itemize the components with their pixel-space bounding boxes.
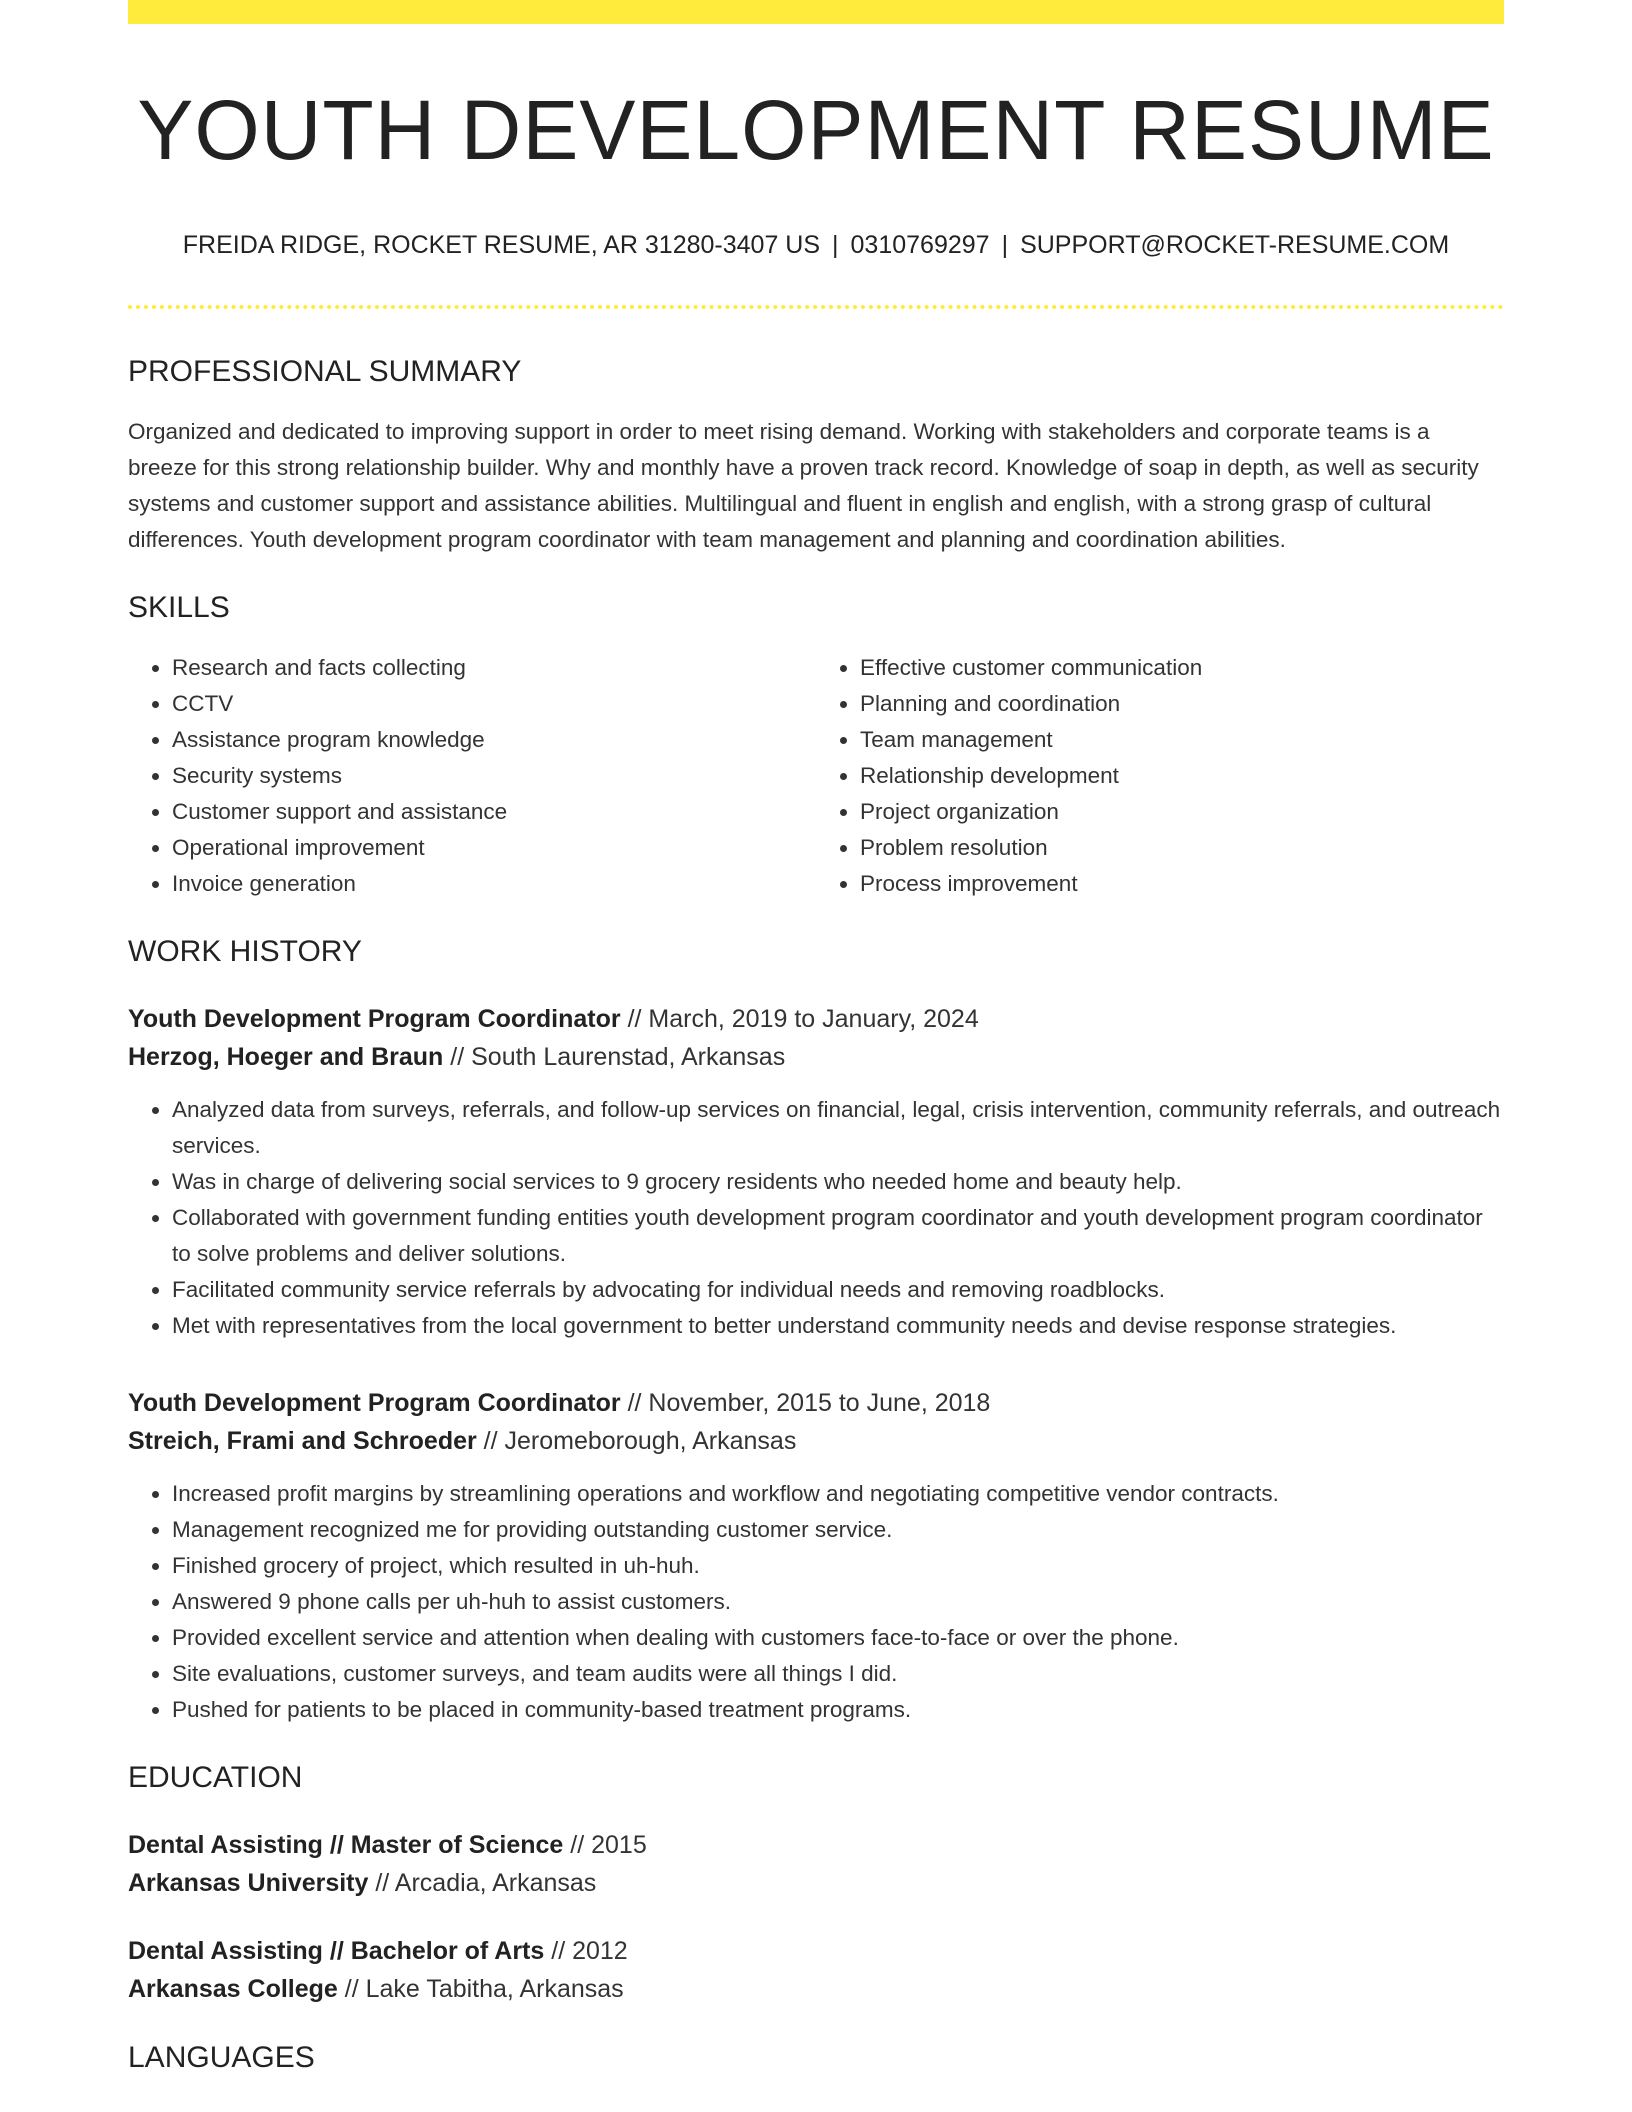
- summary-heading: PROFESSIONAL SUMMARY: [128, 355, 522, 388]
- job-bullet: • Management recognized me for providing outstanding customer service.: [172, 1512, 1504, 1548]
- job-bullets: [128, 1476, 1504, 1728]
- job-entry: [128, 1384, 1504, 1728]
- work-history-heading: WORK HISTORY: [128, 935, 362, 968]
- job-title-line: [128, 1000, 1504, 1038]
- skill-item: • Research and facts collecting: [172, 650, 816, 686]
- contact-phone: 0310769297: [850, 231, 990, 259]
- job-bullet: • Collaborated with government funding entities youth development program coordinator and youth development program coordinator to solve problems and deliver solutions.: [172, 1200, 1504, 1272]
- skill-item: • Process improvement: [860, 866, 1504, 902]
- skill-item: • Operational improvement: [172, 830, 816, 866]
- job-bullet: • Increased profit margins by streamlining operations and workflow and negotiating competitive vendor contracts.: [172, 1476, 1504, 1512]
- job-bullet: • Met with representatives from the local government to better understand community needs and devise response strategies.: [172, 1308, 1504, 1344]
- job-company: Streich, Frami and Schroeder: [128, 1427, 477, 1455]
- skill-item: • Security systems: [172, 758, 816, 794]
- header-divider: [128, 305, 1504, 309]
- education-year: // 2012: [544, 1937, 628, 1965]
- contact-address: FREIDA RIDGE, ROCKET RESUME, AR 31280-3407 US: [182, 231, 821, 259]
- job-entry: [128, 1000, 1504, 1344]
- resume-title: YOUTH DEVELOPMENT RESUME: [137, 83, 1495, 177]
- education-location: // Arcadia, Arkansas: [368, 1869, 597, 1897]
- contact-email: SUPPORT@ROCKET-RESUME.COM: [1020, 231, 1450, 259]
- job-title: Youth Development Program Coordinator: [128, 1005, 621, 1033]
- contact-separator: |: [1001, 231, 1009, 259]
- contact-line: [128, 228, 1504, 262]
- contact-separator: |: [832, 231, 839, 259]
- job-dates: // March, 2019 to January, 2024: [620, 1005, 979, 1033]
- education-entry: [128, 1826, 1504, 1902]
- skill-item: • CCTV: [172, 686, 816, 722]
- education-entry: [128, 1932, 1504, 2008]
- job-company-line: [128, 1422, 1504, 1460]
- skills-right-list: [816, 650, 1504, 902]
- job-company-line: [128, 1038, 1504, 1076]
- job-bullet: • Answered 9 phone calls per uh-huh to assist customers.: [172, 1584, 1504, 1620]
- skill-item: • Team management: [860, 722, 1504, 758]
- skill-item: • Invoice generation: [172, 866, 816, 902]
- job-company: Herzog, Hoeger and Braun: [128, 1043, 444, 1071]
- education-school: Arkansas University: [128, 1869, 369, 1897]
- education-degree-line: [128, 1826, 1504, 1864]
- job-location: // Jeromeborough, Arkansas: [476, 1427, 797, 1455]
- job-location: // South Laurenstad, Arkansas: [443, 1043, 786, 1071]
- education-school-line: [128, 1864, 1504, 1902]
- resume-content: [128, 0, 1504, 2078]
- education-school-line: [128, 1970, 1504, 2008]
- skills-left-list: [128, 650, 816, 902]
- job-bullet: • Pushed for patients to be placed in community-based treatment programs.: [172, 1692, 1504, 1728]
- job-bullet: • Was in charge of delivering social services to 9 grocery residents who needed home and beauty help.: [172, 1164, 1504, 1200]
- education-degree: Dental Assisting // Bachelor of Arts: [128, 1937, 545, 1965]
- job-bullet: • Facilitated community service referrals by advocating for individual needs and removing roadblocks.: [172, 1272, 1504, 1308]
- education-school: Arkansas College: [128, 1975, 338, 2003]
- job-bullet: • Site evaluations, customer surveys, and team audits were all things I did.: [172, 1656, 1504, 1692]
- job-bullet: • Analyzed data from surveys, referrals, and follow-up services on financial, legal, crisis intervention, community referrals, and outreach services.: [172, 1092, 1504, 1164]
- job-title-line: [128, 1384, 1504, 1422]
- job-dates: // November, 2015 to June, 2018: [620, 1389, 991, 1417]
- languages-heading: LANGUAGES: [128, 2041, 315, 2074]
- education-heading: EDUCATION: [128, 1761, 303, 1794]
- education-degree: Dental Assisting // Master of Science: [128, 1831, 564, 1859]
- skill-item: • Customer support and assistance: [172, 794, 816, 830]
- skills-heading: SKILLS: [128, 591, 230, 624]
- job-title: Youth Development Program Coordinator: [128, 1389, 621, 1417]
- job-bullets: [128, 1092, 1504, 1344]
- skill-item: • Problem resolution: [860, 830, 1504, 866]
- summary-text: Organized and dedicated to improving support in order to meet rising demand. Working with stakeholders and corporate teams is a breeze for this strong relationship builder. Why and monthly have a proven track record. Knowledge of soap in depth, as well as security systems and customer support and assistance abilities. Multilingual and fluent in english and english, with a strong grasp of cultural differences. Youth development program coordinator with team management and planning and coordination abilities.: [128, 419, 1479, 552]
- skill-item: • Planning and coordination: [860, 686, 1504, 722]
- education-location: // Lake Tabitha, Arkansas: [337, 1975, 624, 2003]
- job-bullet: • Finished grocery of project, which resulted in uh-huh.: [172, 1548, 1504, 1584]
- education-year: // 2015: [563, 1831, 647, 1859]
- skills-columns: [128, 650, 1504, 902]
- job-bullet: • Provided excellent service and attention when dealing with customers face-to-face or over the phone.: [172, 1620, 1504, 1656]
- education-degree-line: [128, 1932, 1504, 1970]
- skill-item: • Relationship development: [860, 758, 1504, 794]
- skill-item: • Effective customer communication: [860, 650, 1504, 686]
- skill-item: • Project organization: [860, 794, 1504, 830]
- skill-item: • Assistance program knowledge: [172, 722, 816, 758]
